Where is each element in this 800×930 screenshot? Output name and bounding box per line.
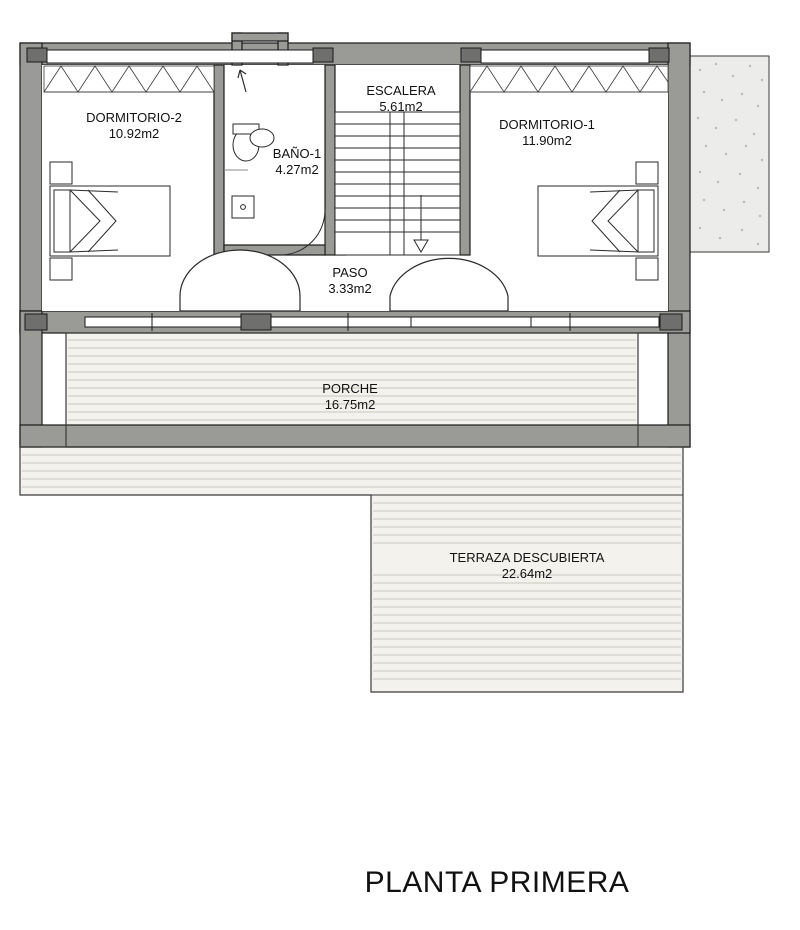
escalera-stairs xyxy=(335,112,460,255)
room-area: 10.92m2 xyxy=(108,125,160,141)
room-name: PORCHE xyxy=(322,381,378,396)
page-title: PLANTA PRIMERA xyxy=(364,866,630,899)
room-name: BAÑO-1 xyxy=(272,146,322,161)
right-exterior-slab xyxy=(689,56,769,252)
room-name: PASO xyxy=(332,265,368,280)
room-name: DORMITORIO-2 xyxy=(86,110,182,125)
room-area: 5.61m2 xyxy=(379,98,423,114)
room-area: 11.90m2 xyxy=(522,132,572,148)
room-area: 16.75m2 xyxy=(324,396,376,412)
room-name: DORMITORIO-1 xyxy=(499,117,595,132)
room-name: TERRAZA DESCUBIERTA xyxy=(449,550,605,565)
room-area: 4.27m2 xyxy=(275,161,319,177)
room-name: ESCALERA xyxy=(366,83,436,98)
terraza-lower-floor xyxy=(371,495,683,692)
room-area: 3.33m2 xyxy=(328,280,372,296)
room-area: 22.64m2 xyxy=(501,565,553,581)
